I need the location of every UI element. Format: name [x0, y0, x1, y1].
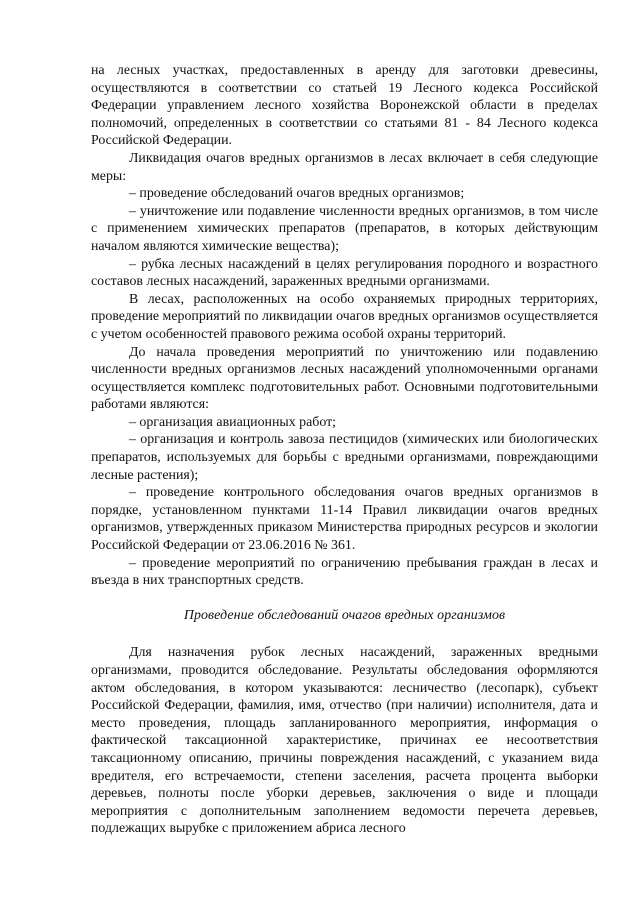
list-item-destruction: – уничтожение или подавление численности вредных организмов, в том числе с применением химических препаратов (препаратов, в которых действующим началом являются химические вещества); [91, 203, 598, 254]
list-item-pesticides: – организация и контроль завоза пестицидов (химических или биологических препаратов, используемых для борьбы с вредными организмами, повреждающими лесные растения); [91, 432, 598, 483]
list-item-surveys: – проведение обследований очагов вредных организмов; [129, 186, 465, 202]
paragraph-protected-areas: В лесах, расположенных на особо охраняемых природных территориях, проведение мероприятий по ликвидации очагов вредных организмов осуществляется с учетом особенностей правового режима особой охраны территорий. [91, 291, 598, 342]
paragraph-continuation: на лесных участках, предоставленных в аренду для заготовки древесины, осуществляются в соответствии со статьей 19 Лесного кодекса Российской Федерации управлением лесного хозяйства Воронежской области в пределах полномочий, определенных в соответствии со статьями 81 - 84 Лесного кодекса Российской Федерации. [91, 63, 598, 149]
list-item-control-survey: – проведение контрольного обследования очагов вредных организмов в порядке, установленном пунктами 11-14 Правил ликвидации очагов вредных организмов, утвержденных приказом Министерства природных ресурсов и экологии Российской Федерации от 23.06.2016 № 361. [91, 485, 598, 554]
document-body [91, 62, 598, 838]
list-item-access-restriction: – проведение мероприятий по ограничению пребывания граждан в лесах и въезда в них транспортных средств. [91, 555, 598, 589]
list-item-aviation: – организация авиационных работ; [129, 414, 337, 430]
paragraph-preparatory-works: До начала проведения мероприятий по уничтожению или подавлению численности вредных организмов лесных насаждений уполномоченными органами осуществляется комплекс подготовительных работ. Основными подготовительными работами являются: [91, 344, 598, 413]
section-heading: Проведение обследований очагов вредных организмов [183, 607, 506, 623]
paragraph-survey-act: Для назначения рубок лесных насаждений, зараженных вредными организмами, проводится обследование. Результаты обследования оформляются актом обследования, в котором указываются: лесничество (лесопарк), субъект Российской Федерации, фамилия, имя, отчество (при наличии) исполнителя, дата и место проведения, площадь запланированного мероприятия, информация о фактической таксационной характеристике, причинах ее несоответствия таксационному описанию, причины повреждения насаждений, с указанием вида вредителя, его встречаемости, степени заселения, расчета процента выборки деревьев, полноты после уборки деревьев, заключения о виде и площади мероприятия с дополнительным заполнением ведомости перечета деревьев, подлежащих вырубке с приложением абриса лесного [91, 645, 598, 837]
list-item-felling: – рубка лесных насаждений в целях регулирования породного и возрастного составов лесных насаждений, зараженных вредными организмами. [91, 256, 598, 290]
paragraph-measures-intro: Ликвидация очагов вредных организмов в лесах включает в себя следующие меры: [91, 150, 598, 184]
